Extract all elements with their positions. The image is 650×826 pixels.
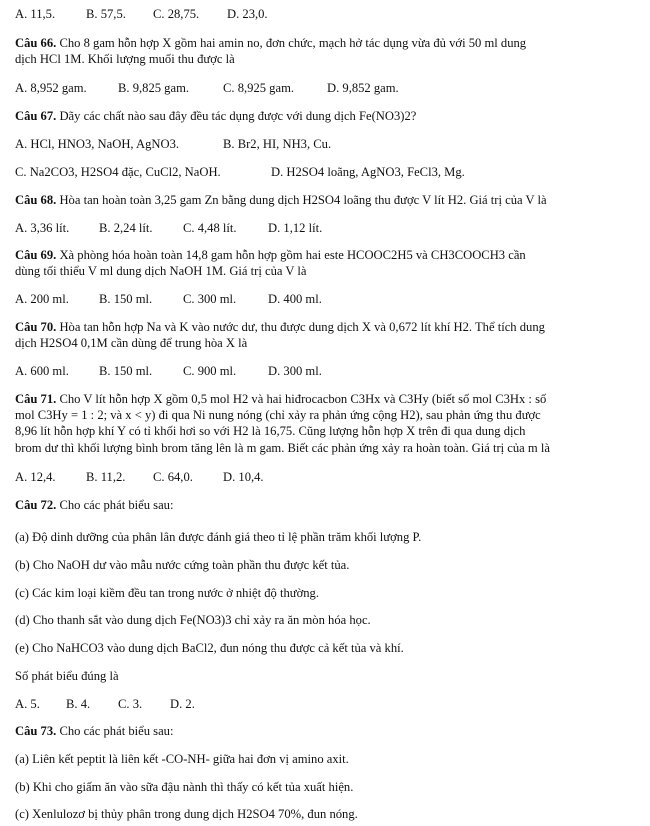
question-72-label: Câu 72. [15, 498, 57, 512]
question-66-line-1 [15, 35, 526, 51]
question-70-label: Câu 70. [15, 320, 57, 334]
question-72-text-1: Cho các phát biểu sau: [56, 498, 174, 512]
question-73-text-1: Cho các phát biểu sau: [56, 724, 174, 738]
question-73-label: Câu 73. [15, 724, 57, 738]
q69-option-b: B. 150 ml. [99, 292, 153, 306]
q68-option-c: C. 4,48 lít. [183, 221, 237, 235]
q68-option-d: D. 1,12 lít. [268, 221, 323, 235]
option-d: D. 23,0. [227, 7, 268, 21]
q66-option-a: A. 8,952 gam. [15, 81, 87, 95]
question-70-text-2: dịch H2SO4 0,1M cần dùng để trung hòa X là [15, 336, 248, 350]
q72-statement-d: (d) Cho thanh sắt vào dung dịch Fe(NO3)3 chỉ xảy ra ăn mòn hóa học. [15, 613, 371, 627]
question-69-text-2: dùng tối thiểu V ml dung dịch NaOH 1M. Giá trị của V là [15, 264, 307, 278]
q67-option-b: B. Br2, HI, NH3, Cu. [223, 137, 332, 151]
question-68-text-1: Hòa tan hoàn toàn 3,25 gam Zn bằng dung dịch H2SO4 loãng thu được V lít H2. Giá trị của V là [56, 193, 547, 207]
question-69-text-1: Xà phòng hóa hoàn toàn 14,8 gam hỗn hợp gồm hai este HCOOC2H5 và CH3COOCH3 cần [56, 248, 526, 262]
q73-statement-c: (c) Xenlulozơ bị thủy phân trong dung dịch H2SO4 70%, đun nóng. [15, 807, 358, 821]
question-71-text-3: 8,96 lít hỗn hợp khí Y có tỉ khối hơi so với H2 là 16,75. Cũng lượng hỗn hợp X trên đi qua dung dịch [15, 424, 526, 438]
question-71-text-1: Cho V lít hỗn hợp X gồm 0,5 mol H2 và hai hiđrocacbon C3Hx và C3Hy (biết số mol C3Hx : số [56, 392, 547, 406]
question-71-label: Câu 71. [15, 392, 57, 406]
question-67-line-1 [15, 108, 416, 124]
q71-option-c: C. 64,0. [153, 470, 193, 484]
q69-option-d: D. 400 ml. [268, 292, 322, 306]
q72-statement-c: (c) Các kim loại kiềm đều tan trong nước ở nhiệt độ thường. [15, 586, 319, 600]
question-69-line-1 [15, 247, 526, 263]
option-c: C. 28,75. [153, 7, 200, 21]
question-72-line-1 [15, 497, 173, 513]
question-70-text-1: Hòa tan hỗn hợp Na và K vào nước dư, thu được dung dịch X và 0,672 lít khí H2. Thể tích dung [56, 320, 545, 334]
q66-option-d: D. 9,852 gam. [327, 81, 399, 95]
question-71-text-4: brom dư thì khối lượng bình brom tăng lên là m gam. Biết các phản ứng xảy ra hoàn toàn. Giá trị của m là [15, 441, 550, 455]
q72-statement-a: (a) Độ dinh dưỡng của phân lân được đánh giá theo tỉ lệ phần trăm khối lượng P. [15, 530, 422, 544]
q73-statement-a: (a) Liên kết peptit là liên kết -CO-NH- giữa hai đơn vị amino axit. [15, 752, 349, 766]
question-66-label: Câu 66. [15, 36, 57, 50]
q66-option-b: B. 9,825 gam. [118, 81, 190, 95]
q72-option-b: B. 4. [66, 697, 91, 711]
q72-option-c: C. 3. [118, 697, 143, 711]
q73-statement-b: (b) Khi cho giấm ăn vào sữa đậu nành thì thấy có kết tủa xuất hiện. [15, 780, 354, 794]
q70-option-b: B. 150 ml. [99, 364, 153, 378]
option-b: B. 57,5. [86, 7, 126, 21]
q69-option-c: C. 300 ml. [183, 292, 237, 306]
q67-option-c: C. Na2CO3, H2SO4 đặc, CuCl2, NaOH. [15, 165, 221, 179]
q71-option-b: B. 11,2. [86, 470, 126, 484]
q72-option-a: A. 5. [15, 697, 40, 711]
question-68-label: Câu 68. [15, 193, 57, 207]
q72-statement-b: (b) Cho NaOH dư vào mẫu nước cứng toàn phần thu được kết tủa. [15, 558, 350, 572]
question-66-text-2: dịch HCl 1M. Khối lượng muối thu được là [15, 52, 235, 66]
q69-option-a: A. 200 ml. [15, 292, 69, 306]
q72-question: Số phát biểu đúng là [15, 669, 119, 683]
q71-option-d: D. 10,4. [223, 470, 264, 484]
question-67-text-1: Dãy các chất nào sau đây đều tác dụng được với dung dịch Fe(NO3)2? [56, 109, 417, 123]
q68-option-a: A. 3,36 lít. [15, 221, 70, 235]
question-66-text-1: Cho 8 gam hỗn hợp X gồm hai amin no, đơn chức, mạch hở tác dụng vừa đủ với 50 ml dung [56, 36, 527, 50]
q68-option-b: B. 2,24 lít. [99, 221, 153, 235]
question-70-line-1 [15, 319, 545, 335]
question-73-line-1 [15, 723, 173, 739]
q66-option-c: C. 8,925 gam. [223, 81, 295, 95]
question-68-line-1 [15, 192, 547, 208]
q67-option-d: D. H2SO4 loãng, AgNO3, FeCl3, Mg. [271, 165, 465, 179]
option-a: A. 11,5. [15, 7, 56, 21]
q70-option-a: A. 600 ml. [15, 364, 69, 378]
q72-option-d: D. 2. [170, 697, 195, 711]
question-69-label: Câu 69. [15, 248, 57, 262]
q67-option-a: A. HCl, HNO3, NaOH, AgNO3. [15, 137, 180, 151]
q70-option-d: D. 300 ml. [268, 364, 322, 378]
q72-statement-e: (e) Cho NaHCO3 vào dung dịch BaCl2, đun nóng thu được cả kết tủa và khí. [15, 641, 404, 655]
question-71-text-2: mol C3Hy = 1 : 2; và x < y) đi qua Ni nung nóng (chỉ xảy ra phản ứng cộng H2), sau phản ứng thu được [15, 408, 541, 422]
q71-option-a: A. 12,4. [15, 470, 56, 484]
question-67-label: Câu 67. [15, 109, 57, 123]
question-71-line-1 [15, 391, 546, 407]
q70-option-c: C. 900 ml. [183, 364, 237, 378]
